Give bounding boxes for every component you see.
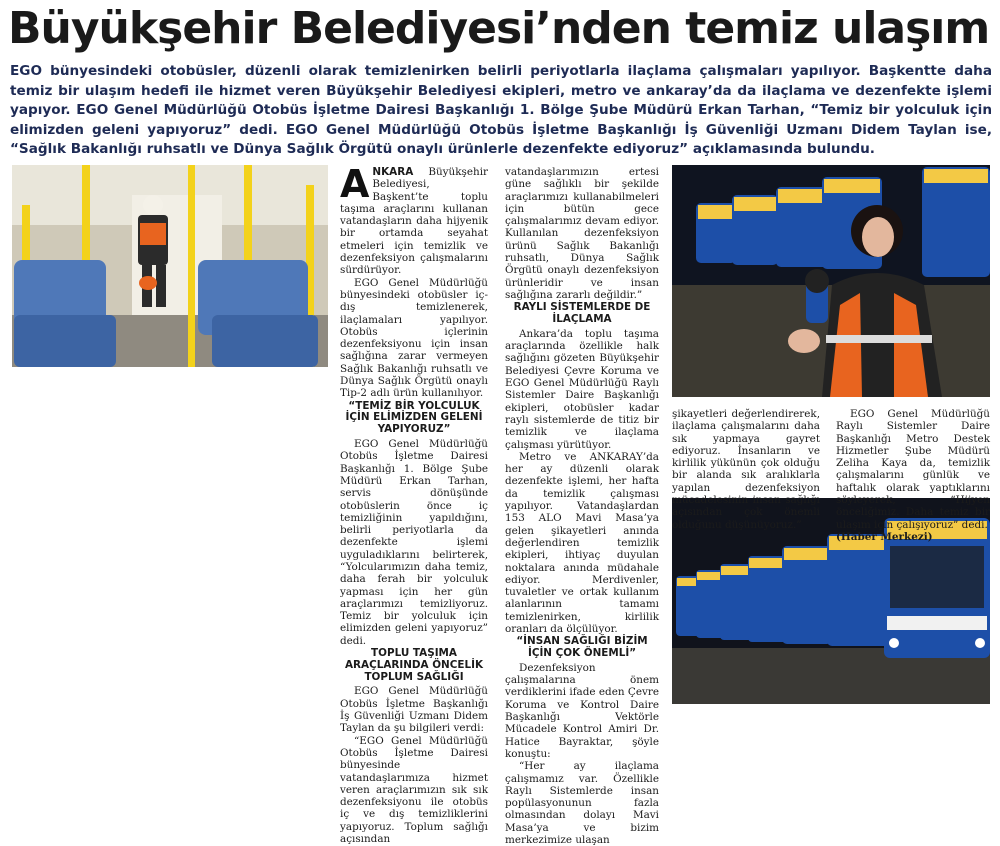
subheading: RAYLI SİSTEMLERDE DE İLAÇLAMA (513, 301, 651, 326)
source-credit: (Haber Merkezi) (836, 530, 933, 543)
photo-interview (672, 165, 990, 397)
subheading: TOPLU TAŞIMA ARAÇLARINDA ÖNCELİK TOPLUM SAĞLIĞI (344, 647, 483, 683)
article-column-3 (672, 408, 820, 531)
paragraph-text: EGO Genel Müdürlüğü Raylı Sistemler Daire Başkanlığı Metro Destek Hizmetler Şube Müdürü Zeliha Kaya da, temizlik çalışmalarını günlük ve haftalık olarak yaptıklarını söyleyerek, “Hijyen önceliğimiz. Daha temiz bir ulaşım için çalışıyoruz” dedi. (836, 408, 990, 531)
subheading: “TEMİZ BİR YOLCULUK İÇİN ELİMİZDEN GELENİ YAPIYORUZ” (345, 399, 483, 436)
interview-illustration (672, 165, 990, 397)
paragraph-text: Büyükşehir Belediyesi, Başkent’te toplu taşıma araçlarını kullanan vatandaşların daha hijyenik bir ortamda seyahat etmeleri için temizlik ve dezenfeksiyon çalışmalarını sürdürüyor. (340, 166, 488, 277)
paragraph-text: Dezenfeksiyon çalışmalarına önem verdiklerini ifade eden Çevre Koruma ve Kontrol Daire Başkanlığı Vektörle Mücadele Kontrol Amiri Dr. Hatice Bayraktar, şöyle konuştu: (505, 661, 659, 760)
headline: Büyükşehir Belediyesi’nden temiz ulaşım (8, 3, 990, 54)
first-word: NKARA (372, 166, 414, 178)
article-column-2 (505, 166, 659, 846)
paragraph-text: EGO Genel Müdürlüğü bünyesindeki otobüsler iç-dış temizlenerek, ilaçlamaları yapılıyor. Otobüs içlerinin dezenfeksiyonu için insan sağlığına zarar vermeyen Sağlık Bakanlığı ruhsatlı ve Dünya Sağlık Örgütü onaylı Tip-2 adlı ürün kullanılıyor. (340, 276, 488, 400)
paragraph-text: EGO Genel Müdürlüğü Otobüs İşletme Başkanlığı İş Güvenliği Uzmanı Didem Taylan da şu bilgileri verdi: (340, 685, 488, 735)
paragraph-text: Metro ve ANKARAY’da her ay düzenli olarak dezenfekte işlemi, her hafta da temizlik çalışması yapılıyor. Vatandaşlardan 153 ALO Mavi Masa’ya gelen şikayetleri anında değerlendiren temizlik ekipleri, ihtiyaç duyulan noktalara anında müdahale ediyor. Merdivenler, tuvaletler ve ortak kullanım alanlarının tamamı temizlenirken, kirlilik oranları da ölçülüyor. (505, 450, 659, 635)
paragraph-text: Ankara’da toplu taşıma araçlarında özellikle halk sağlığını gözeten Büyükşehir Belediyesi Çevre Koruma ve EGO Genel Müdürlüğü Raylı Sistemler Daire Başkanlığı ekipleri, otobüsler kadar raylı sistemlerde de titiz bir temizlik ve ilaçlama çalışması yürütüyor. (505, 327, 659, 451)
paragraph-text: şikayetleri değerlendirerek, ilaçlama çalışmalarını daha sık yapmaya gayret ediyoruz. İnsanların ve kirlilik yükünün çok olduğu bir alanda sık aralıklarla yapılan dezenfeksiyon mücadelesinin insan sağlığı açısından çok önemli olduğunu düşünüyoruz.” (672, 408, 820, 531)
lead-paragraph: EGO bünyesindeki otobüsler, düzenli olarak temizlenirken belirli periyotlarla ilaçlama çalışmaları yapılıyor. Başkentte daha temiz bir ulaşım hedefi ile hizmet veren Büyükşehir Belediyesi ekipleri, metro ve ankaray’da da ilaçlama ve dezenfekte işlemi yapıyor. EGO Genel Müdürlüğü Otobüs İşletme Dairesi Başkanlığı 1. Bölge Şube Müdürü Erkan Tarhan, “Temiz bir yolculuk için elimizden geleni yapıyoruz” dedi. EGO Genel Müdürlüğü Otobüs İşletme Başkanlığı İş Güvenliği Uzmanı Didem Taylan ise, “Sağlık Bakanlığı ruhsatlı ve Dünya Sağlık Örgütü onaylı ürünlerle dezenfekte ediyoruz” açıklamasında bulundu. (10, 63, 992, 158)
paragraph-text: “EGO Genel Müdürlüğü Otobüs İşletme Dairesi bünyesinde vatandaşlarımıza hizmet veren araçlarımızın sık sık dezenfeksiyonu ile otobüs iç ve dış temizliklerini yapıyoruz. Toplum sağlığı açısından (340, 734, 488, 846)
paragraph-text: vatandaşlarımızın ertesi güne sağlıklı bir şekilde araçlarımızı kullanabilmeleri için bütün gece çalışmalarımız devam ediyor. Kullanılan dezenfeksiyon ürünü Sağlık Bakanlığı ruhsatlı, Dünya Sağlık Örgütü onaylı dezenfeksiyon ürünleridir ve insan sağlığına zararlı değildir.” (505, 166, 659, 301)
photo-bus-interior (12, 165, 328, 367)
article-column-1 (340, 162, 488, 846)
drop-cap: A (340, 162, 370, 206)
paragraph-text: EGO Genel Müdürlüğü Otobüs İşletme Dairesi Başkanlığı 1. Bölge Şube Müdürü Erkan Tarhan, servis dönüşünde otobüslerin önce iç temizliğinin yapıldığını, belirli periyotlarla da dezenfekte işlemi uyguladıklarını belirterek, “Yolcularımızın daha temiz, daha ferah bir yolculuk yapması için her gün araçlarımızı temizliyoruz. Temiz bir yolculuk için elimizden geleni yapıyoruz” dedi. (340, 438, 488, 647)
paragraph-text: “Her ay ilaçlama çalışmamız var. Özellikle Raylı Sistemlerde insan popülasyonunun fazla olmasından dolayı Mavi Masa’ya ve bizim merkezimize ulaşan (505, 760, 659, 846)
subheading: “İNSAN SAĞLIĞI BİZİM İÇİN ÇOK ÖNEMLİ” (516, 635, 648, 660)
article-column-4 (836, 408, 990, 543)
bus-interior-illustration (12, 165, 328, 367)
